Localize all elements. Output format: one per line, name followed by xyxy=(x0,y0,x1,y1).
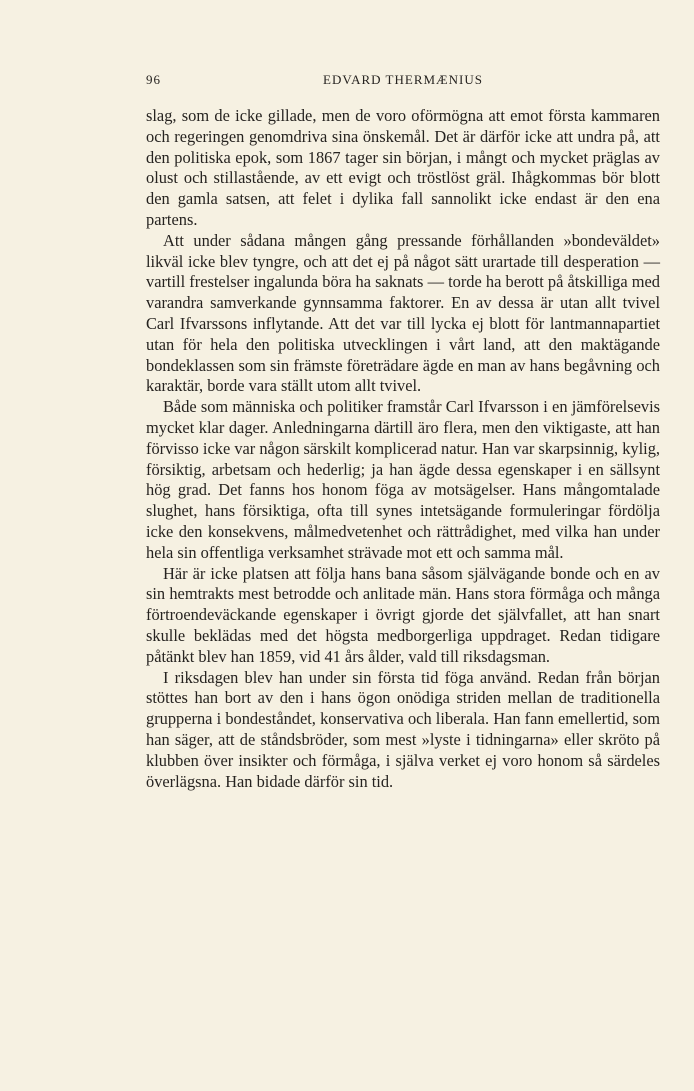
running-title: EDVARD THERMÆNIUS xyxy=(323,72,483,87)
body-text xyxy=(146,106,660,792)
paragraph-3: Både som människa och politiker framstår Carl Ifvarsson i en jämförelsevis mycket klar dager. Anledningarna därtill äro flera, men den viktigaste, att han förvisso icke var någon särskilt komplicerad natur. Han var skarpsinnig, kylig, försiktig, arbetsam och hederlig; ja han ägde dessa egenskaper i en sällsynt hög grad. Det fanns hos honom föga av motsägelser. Hans mångomtalade slughet, hans försiktiga, ofta till synes intetsägande formuleringar fördölja icke den konsekvens, målmedvetenhet och rättrådighet, med vilka han under hela sin offentliga verksamhet strävade mot ett och samma mål. xyxy=(146,397,660,562)
paragraph-4: Här är icke platsen att följa hans bana såsom självägande bonde och en av sin hemtrakts mest betrodde och anlitade män. Hans stora förmåga och många förtroendeväckande egenskaper i övrigt gjorde det självfallet, att han snart skulle beklädas med det högsta medborgerliga uppdraget. Redan tidigare påtänkt blev han 1859, vid 41 års ålder, vald till riksdagsman. xyxy=(146,563,660,666)
page-number: 96 xyxy=(146,72,161,87)
paragraph-5: I riksdagen blev han under sin första tid föga använd. Redan från början stöttes han bort av den i hans ögon onödiga striden mellan de traditionella grupperna i bondeståndet, konservativa och liberala. Han fann emellertid, som han säger, att de ståndsbröder, som mest »lyste i tidningarna» eller skröto på klubben över insikter och förmåga, i själva verket ej voro honom så särdeles överlägsna. Han bidade därför sin tid. xyxy=(146,667,660,791)
paragraph-2: Att under sådana mången gång pressande förhållanden »bondeväldet» likväl icke blev tyngre, och att det ej på något sätt urartade till desperation — vartill frestelser ingalunda böra ha saknats — torde ha berott på åtskilliga med varandra samverkande gynnsamma faktorer. En av dessa är utan allt tvivel Carl Ifvarssons inflytande. Att det var till lycka ej blott för lantmannapartiet utan för hela den politiska utvecklingen i vårt land, att den maktägande bondeklassen som sin främste företrädare ägde en man av hans begåvning och karaktär, borde vara ställt utom allt tvivel. xyxy=(146,230,660,396)
page-header xyxy=(146,72,660,92)
paragraph-1: slag, som de icke gillade, men de voro oförmögna att emot första kammaren och regeringen genomdriva sina önskemål. Det är därför icke att undra på, att den politiska epok, som 1867 tager sin början, i mångt och mycket präglas av olust och stillastående, av ett evigt och tröstlöst gräl. Ihågkommas bör blott den gamla satsen, att felet i dylika fall sannolikt icke endast är den ena partens. xyxy=(146,106,660,229)
